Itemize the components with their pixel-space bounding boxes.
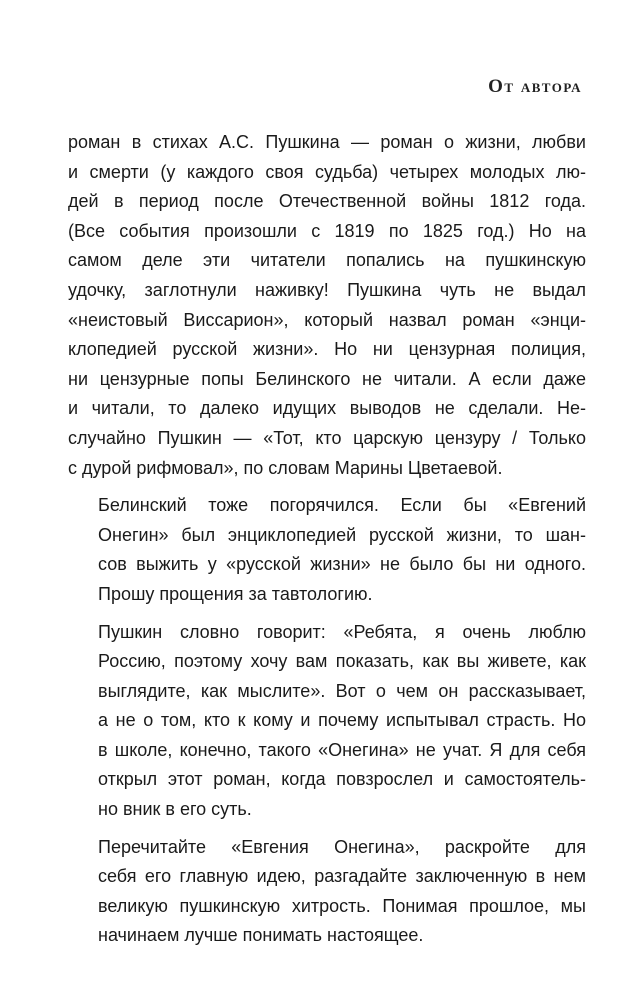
text-line: открыл этот роман, когда повзрослел и самостоятель- bbox=[98, 769, 586, 790]
text-line: роман в стихах А.С. Пушкина — роман о жизни, любви bbox=[68, 132, 586, 152]
text-line: в школе, конечно, такого «Онегина» не учат. Я для себя bbox=[98, 739, 586, 760]
text-line: выглядите, как мыслите». Вот о чем он рассказывает, bbox=[98, 680, 586, 701]
text-line: самом деле эти читатели попались на пушкинскую bbox=[68, 250, 586, 271]
text-line: Пушкин словно говорит: «Ребята, я очень люблю bbox=[98, 621, 586, 642]
text-line: сов выжить у «русской жизни» не было бы ни одного. bbox=[98, 554, 586, 575]
paragraph bbox=[68, 618, 586, 825]
text-line: Перечитайте «Евгения Онегина», раскройте для bbox=[98, 836, 586, 857]
running-head: От автора bbox=[488, 76, 582, 97]
text-line: Прошу прощения за тавтологию. bbox=[98, 583, 373, 604]
text-line: (Все события произошли с 1819 по 1825 год.) Но на bbox=[68, 220, 586, 241]
body-text bbox=[68, 128, 586, 951]
text-line: Белинский тоже погорячился. Если бы «Евгений bbox=[98, 495, 586, 516]
text-line: случайно Пушкин — «Тот, кто царскую цензуру / Только bbox=[68, 427, 586, 448]
text-line: ни цензурные попы Белинского не читали. А если даже bbox=[68, 368, 586, 389]
text-line: с дурой рифмовал», по словам Марины Цветаевой. bbox=[68, 457, 503, 478]
text-line: «неистовый Виссарион», который назвал роман «энци- bbox=[68, 309, 586, 330]
text-line: начинаем лучше понимать настоящее. bbox=[98, 925, 424, 946]
paragraph bbox=[68, 833, 586, 951]
text-line: себя его главную идею, разгадайте заключенную в нем bbox=[98, 866, 586, 887]
text-line: клопедией русской жизни». Но ни цензурная полиция, bbox=[68, 339, 586, 360]
text-line: Россию, поэтому хочу вам показать, как вы живете, как bbox=[98, 651, 586, 672]
text-line: дей в период после Отечественной войны 1812 года. bbox=[68, 191, 586, 212]
text-line: но вник в его суть. bbox=[98, 799, 252, 820]
paragraph bbox=[68, 128, 586, 483]
text-line: Онегин» был энциклопедией русской жизни, то шан- bbox=[98, 524, 586, 545]
text-line: великую пушкинскую хитрость. Понимая прошлое, мы bbox=[98, 895, 586, 916]
text-line: а не о том, кто к кому и почему испытывал страсть. Но bbox=[98, 710, 586, 731]
paragraph bbox=[68, 491, 586, 609]
text-line: и читали, то далеко идущих выводов не сделали. Не- bbox=[68, 398, 586, 419]
text-line: удочку, заглотнули наживку! Пушкина чуть не выдал bbox=[68, 279, 586, 300]
text-line: и смерти (у каждого своя судьба) четырех молодых лю- bbox=[68, 161, 586, 182]
